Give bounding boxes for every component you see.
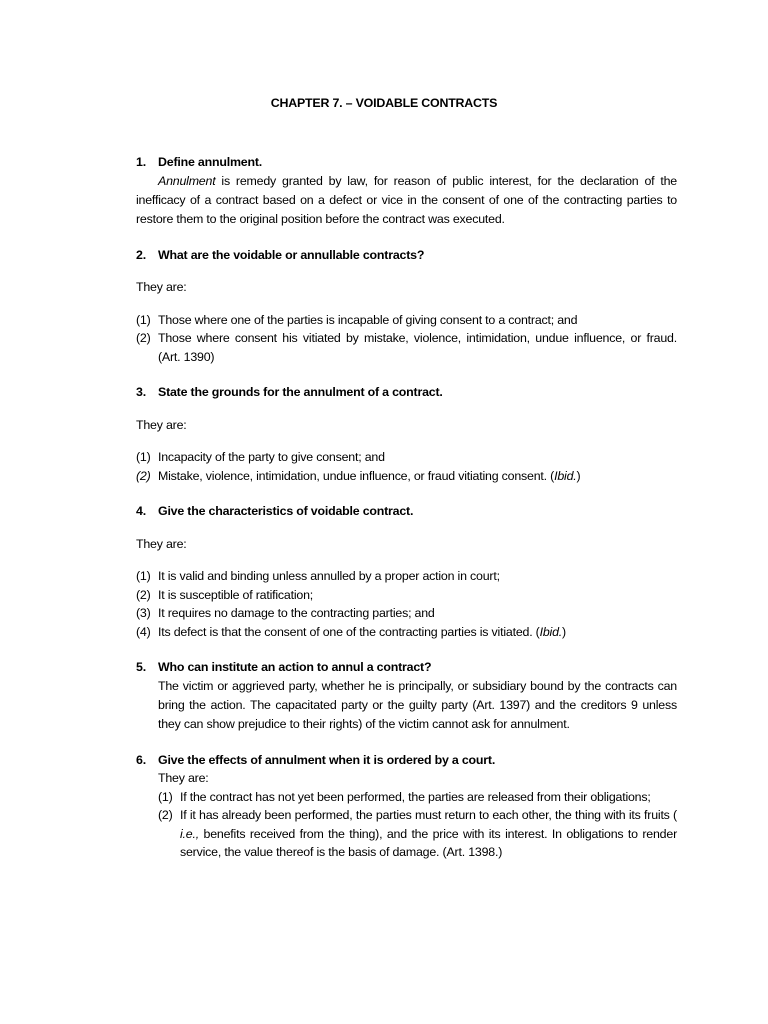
citation: Ibid. (539, 624, 563, 639)
list-item: (2) If it has already been performed, the parties must return to each other, the thing with its fruits ( i.e., benefits received from the thing), and the price with its interest. In obligations to render service, the value thereof is the basis of damage. (Art. 1398.) (158, 808, 677, 859)
intro-text: They are: (158, 771, 209, 785)
question-4: 4. Give the characteristics of voidable contract. (136, 504, 414, 518)
intro-text: They are: (136, 536, 187, 551)
list-item: (2) Those where consent his vitiated by mistake, violence, intimidation, undue influence, or fraud. (Art. 1390) (136, 331, 677, 364)
answer-term: Annulment (158, 173, 216, 188)
section-5 (136, 658, 677, 734)
list-item: (1) Incapacity of the party to give consent; and (136, 450, 385, 464)
question-1: 1. Define annulment. (136, 155, 262, 169)
question-5: 5. Who can institute an action to annul a contract? (136, 660, 432, 674)
list-item: (2) Mistake, violence, intimidation, undue influence, or fraud vitiating consent. (Ibid.) (136, 468, 581, 483)
answer-5: The victim or aggrieved party, whether he is principally, or subsidiary bound by the contracts can bring the action. The capacitated party or the guilty party (Art. 1397) and the creditors 9 unless they can show prejudice to their rights) of the victim cannot ask for annulment. (158, 678, 677, 731)
section-4 (136, 502, 677, 641)
section-6 (136, 751, 677, 862)
question-2: 2. What are the voidable or annullable contracts? (136, 247, 425, 262)
section-3 (136, 383, 677, 485)
question-3: 3. State the grounds for the annulment of a contract. (136, 385, 443, 399)
list-item: (4) Its defect is that the consent of one of the contracting parties is vitiated. (Ibid.) (136, 624, 566, 639)
chapter-title: CHAPTER 7. – VOIDABLE CONTRACTS (270, 96, 498, 110)
citation: i.e., (180, 826, 199, 841)
list-item: (2) It is susceptible of ratification; (136, 587, 314, 602)
list-item: (3) It requires no damage to the contracting parties; and (136, 606, 435, 620)
citation: Ibid. (554, 468, 577, 483)
intro-text: They are: (136, 417, 187, 432)
answer-1: Annulment is remedy granted by law, for reason of public interest, for the declaration of the inefficacy of a contract based on a defect or vice in the consent of one of the contracting parties to restore them to the original position before the contract was executed. (136, 173, 677, 226)
section-2 (136, 246, 677, 367)
list-item: (1) If the contract has not yet been performed, the parties are released from their obligations; (158, 789, 651, 804)
section-1 (136, 153, 677, 229)
list-item: (1) Those where one of the parties is incapable of giving consent to a contract; and (136, 312, 578, 327)
list-item: (1) It is valid and binding unless annulled by a proper action in court; (136, 569, 500, 583)
intro-text: They are: (136, 280, 187, 294)
document-body (136, 153, 677, 862)
question-6: 6. Give the effects of annulment when it is ordered by a court. (136, 752, 496, 767)
